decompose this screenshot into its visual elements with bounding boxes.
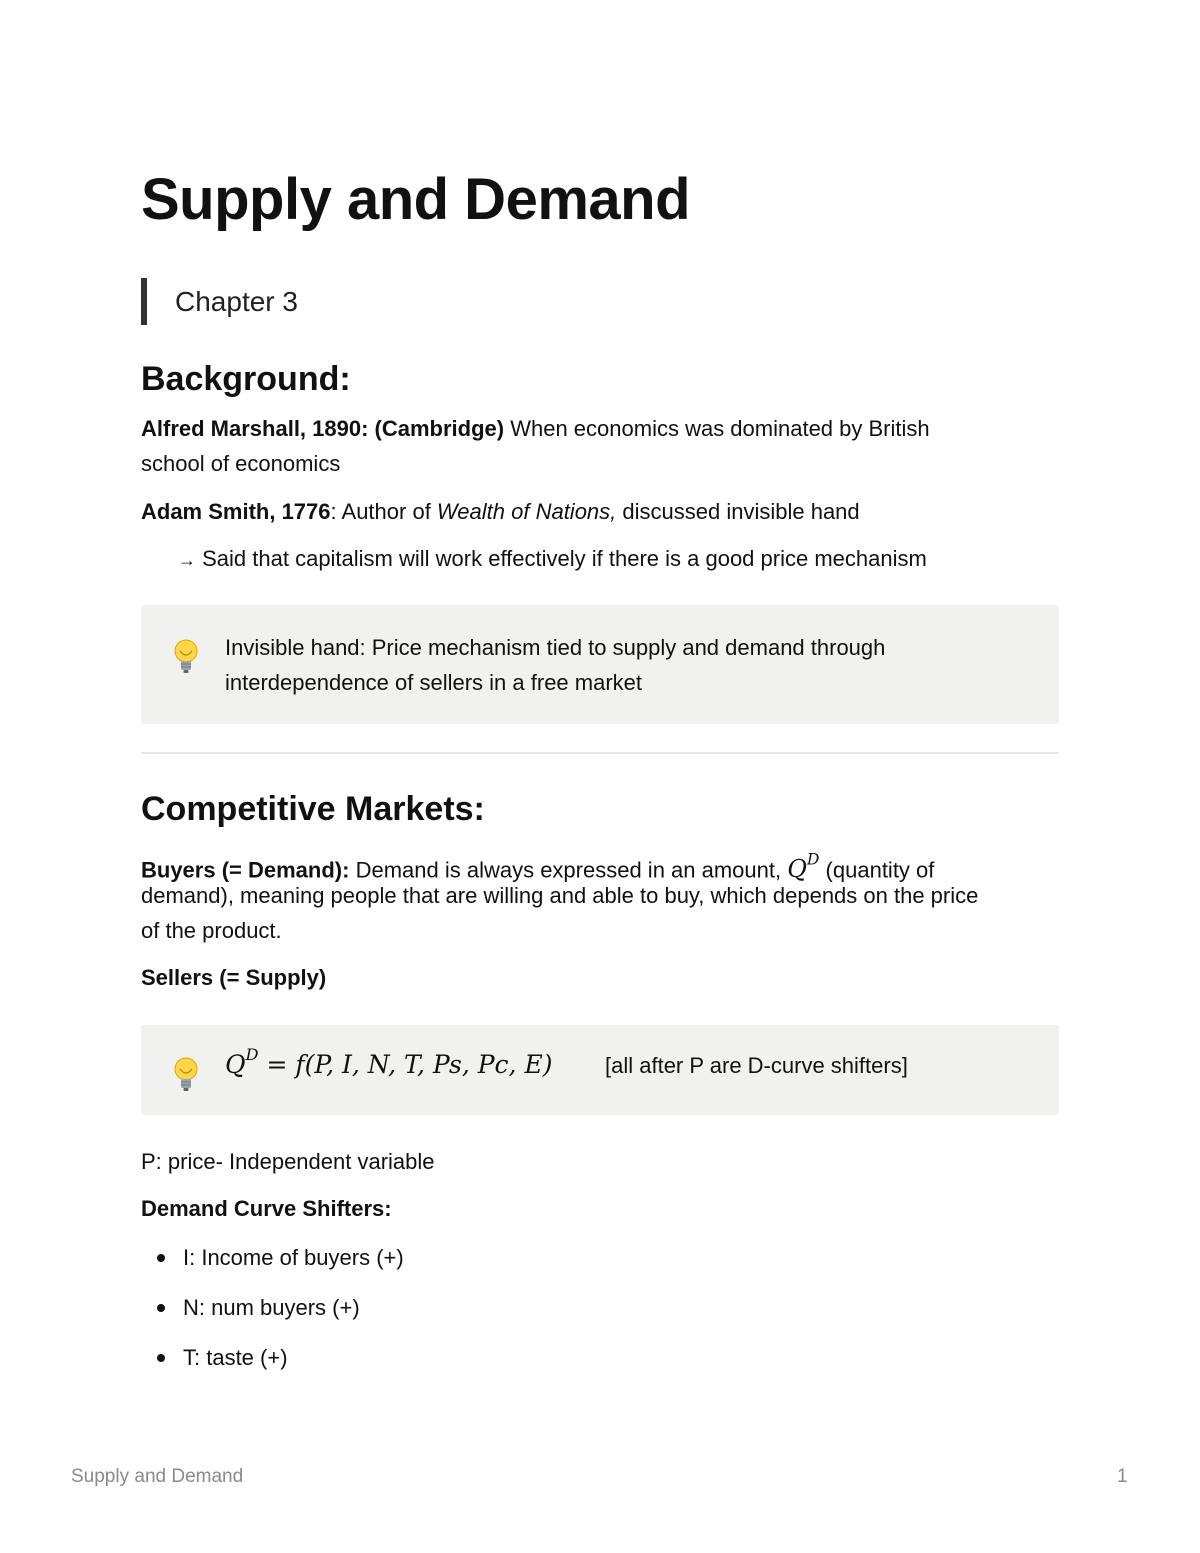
footer-title: Supply and Demand [71,1466,244,1487]
lightbulb-icon [171,637,201,677]
divider [141,752,1059,754]
formula-q: Q [225,1050,246,1079]
formula-math [225,1045,553,1079]
marshall-label: Alfred Marshall, 1890: (Cambridge) [141,416,505,441]
list-item: N: num buyers (+) [183,1295,360,1320]
buyers-line-2: demand), meaning people that are willing and able to buy, which depends on the price [141,883,979,908]
q-symbol: Q [787,855,807,884]
bullet-dot [157,1304,165,1312]
callout-line-1: Invisible hand: Price mechanism tied to supply and demand through [225,635,886,660]
smith-line [141,494,860,529]
sellers-line: Sellers (= Supply) [141,965,327,990]
shifters-heading: Demand Curve Shifters: [141,1196,392,1221]
d-superscript: D [806,851,820,869]
smith-colon: : Author of [330,499,437,524]
smith-indented-line [178,541,927,578]
smith-arrow-text: Said that capitalism will work effectively if there is a good price mechanism [202,546,927,571]
competitive-heading: Competitive Markets: [141,790,485,828]
formula-note: [all after P are D-curve shifters] [605,1053,908,1078]
buyers-text: Demand is always expressed in an amount, [349,857,788,883]
buyers-line-3: of the product. [141,918,282,943]
demand-formula [225,1045,552,1080]
quote-bar [141,278,147,325]
marshall-line [141,411,930,446]
bullet-dot [157,1354,165,1362]
page-title: Supply and Demand [141,167,691,232]
bullet-dot [157,1254,165,1262]
page-number: 1 [1117,1466,1128,1487]
smith-book-title: Wealth of Nations, [436,499,617,524]
price-line: P: price- Independent variable [141,1149,435,1174]
buyers-text-2: (quantity of [819,857,935,883]
arrow-icon: → [178,550,196,570]
formula-d-superscript: D [245,1045,259,1064]
buyers-label: Buyers (= Demand): [141,857,350,883]
marshall-text: When economics was dominated by British [504,416,930,441]
marshall-line-2: school of economics [141,451,341,476]
background-heading: Background: [141,360,351,398]
callout-formula [141,1025,1059,1115]
callout-line-2: interdependence of sellers in a free market [225,670,643,695]
callout-invisible-hand [141,605,1059,724]
list-item: T: taste (+) [183,1345,288,1370]
smith-label: Adam Smith, 1776 [141,499,331,524]
lightbulb-icon [171,1055,201,1095]
chapter-quote: Chapter 3 [175,286,298,317]
list-item: I: Income of buyers (+) [183,1245,404,1270]
smith-text: discussed invisible hand [616,499,860,524]
formula-rhs: = f(P, I, N, T, Ps, Pc, E) [258,1050,553,1079]
